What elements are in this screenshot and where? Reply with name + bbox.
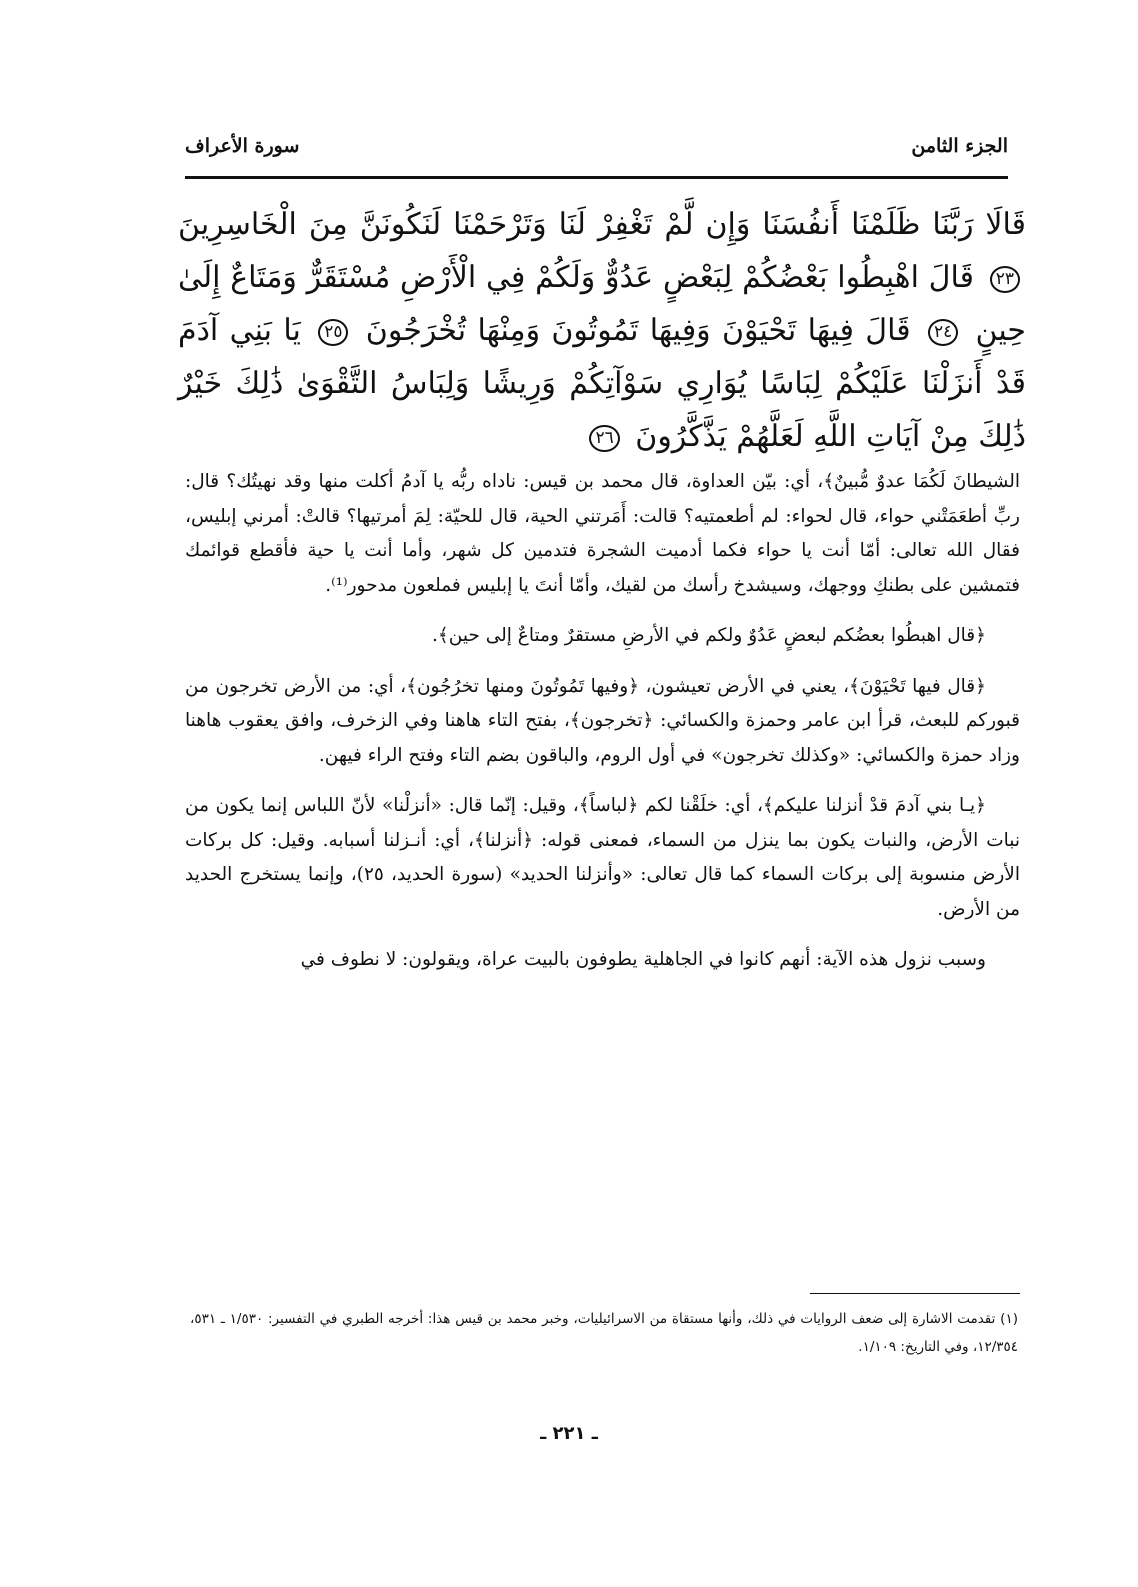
verse-number-marker: ٢٦ [589,425,619,452]
surah-label: سورة الأعراف [185,135,300,157]
verse-23: قَالَا رَبَّنَا ظَلَمْنَا أَنفُسَنَا وَإِن لَّمْ تَغْفِرْ لَنَا وَتَرْحَمْنَا لَنَكُونَنَّ مِنَ الْخَاسِرِينَ [178,207,1026,242]
verse-number-marker: ٢٤ [928,319,958,346]
footnote-divider [810,1293,1020,1294]
verse-26: يَا بَنِي آدَمَ قَدْ أَنزَلْنَا عَلَيْكُمْ لِبَاسًا يُوَارِي سَوْآتِكُمْ وَرِيشًا وَلِبَاسُ التَّقْوَىٰ ذَٰلِكَ خَيْرٌ ذَٰلِكَ مِنْ آيَاتِ اللَّهِ لَعَلَّهُمْ يَذَّكَّرُونَ [178,313,1026,454]
footnote: (١) تقدمت الاشارة إلى ضعف الروايات في ذلك، وأنها مستقاة من الاسرائيليات، وخبر محمد بن قيس هذا: أخرجه الطبري في التفسير: ١/٥٣٠ ـ ٥٣١، ١٢/٣٥٤، وفي التاريخ: ١/١٠٩. [190,1311,1018,1355]
verse-number-marker: ٢٥ [318,319,348,346]
verse-25: قَالَ فِيهَا تَحْيَوْنَ وَفِيهَا تَمُوتُونَ وَمِنْهَا تُخْرَجُونَ [365,313,911,348]
verse-number-marker: ٢٣ [990,266,1020,293]
paragraph: ﴿يـا بني آدمَ قدْ أنزلنا عليكم﴾، أي: خلَقْنا لكم ﴿لباساً﴾، وقيل: إنّما قال: «أنزلْنا» لأنّ اللباس إنما يكون من نبات الأرض، والنبات يكون بما ينزل من السماء، فمعنى قوله: ﴿أنزلنا﴾، أي: أنـزلنا أسبابه. وقيل: كل بركات الأرض منسوبة إلى بركات السماء كما قال تعالى: «وأنزلنا الحديد» (سورة الحديد، ٢٥)، وإنما يستخرج الحديد من الأرض. [185,795,1020,920]
page-number: ـ ٢٢١ ـ [540,1423,598,1444]
paragraph: الشيطانَ لَكُمَا عدوٌ مُّبينٌ﴾، أي: بيّن العداوة، قال محمد بن قيس: ناداه ربُّه يا آدمُ أكلت منها وقد نهيتُك؟ قال: ربِّ أطعَمَتْني حواء، قال لحواء: لم أطعمتيه؟ قالت: أَمَرتني الحية، قال للحيّة: لِمَ أمرتيها؟ قالتْ: أمرني إبليس، فقال الله تعالى: أمّا أنت يا حواء فكما أدميت الشجرة فتدمين كل شهر، وأما أنت يا حية فأقطع قوائمك فتمشين على بطنكِ ووجهك، وسيشدخ رأسك من لقيك، وأمّا أنتَ يا إبليس فملعون مدحور⁽¹⁾. [185,471,1020,596]
part-label: الجزء الثامن [911,135,1008,157]
header-divider [185,176,1008,179]
paragraph: ﴿قال اهبطُوا بعضُكم لبعضٍ عَدُوٌ ولكم في الأرضِ مستقرٌ ومتاعٌ إلى حين﴾. [432,625,986,646]
paragraph: وسبب نزول هذه الآية: أنهم كانوا في الجاهلية يطوفون بالبيت عراة، ويقولون: لا نطوف في [300,949,986,970]
running-header [185,126,1008,166]
commentary-text [185,465,1020,994]
verse-24: قَالَ اهْبِطُوا بَعْضُكُمْ لِبَعْضٍ عَدُوٌّ وَلَكُمْ فِي الْأَرْضِ مُسْتَقَرٌّ وَمَتَاعٌ إِلَىٰ حِينٍ [178,260,1026,348]
paragraph: ﴿قال فيها تَحْيَوْنَ﴾، يعني في الأرض تعيشون، ﴿وفيها تَمُوتُونَ ومنها تخرُجُون﴾، أي: من الأرض تخرجون من قبوركم للبعث، قرأ ابن عامر وحمزة والكسائي: ﴿تخرجون﴾، بفتح التاء هاهنا وفي الزخرف، وافق يعقوب هاهنا وزاد حمزة والكسائي: «وكذلك تخرجون» في أول الروم، والباقون بضم التاء وفتح الراء فيهن. [185,675,1020,766]
quran-verses-block [178,198,1026,463]
